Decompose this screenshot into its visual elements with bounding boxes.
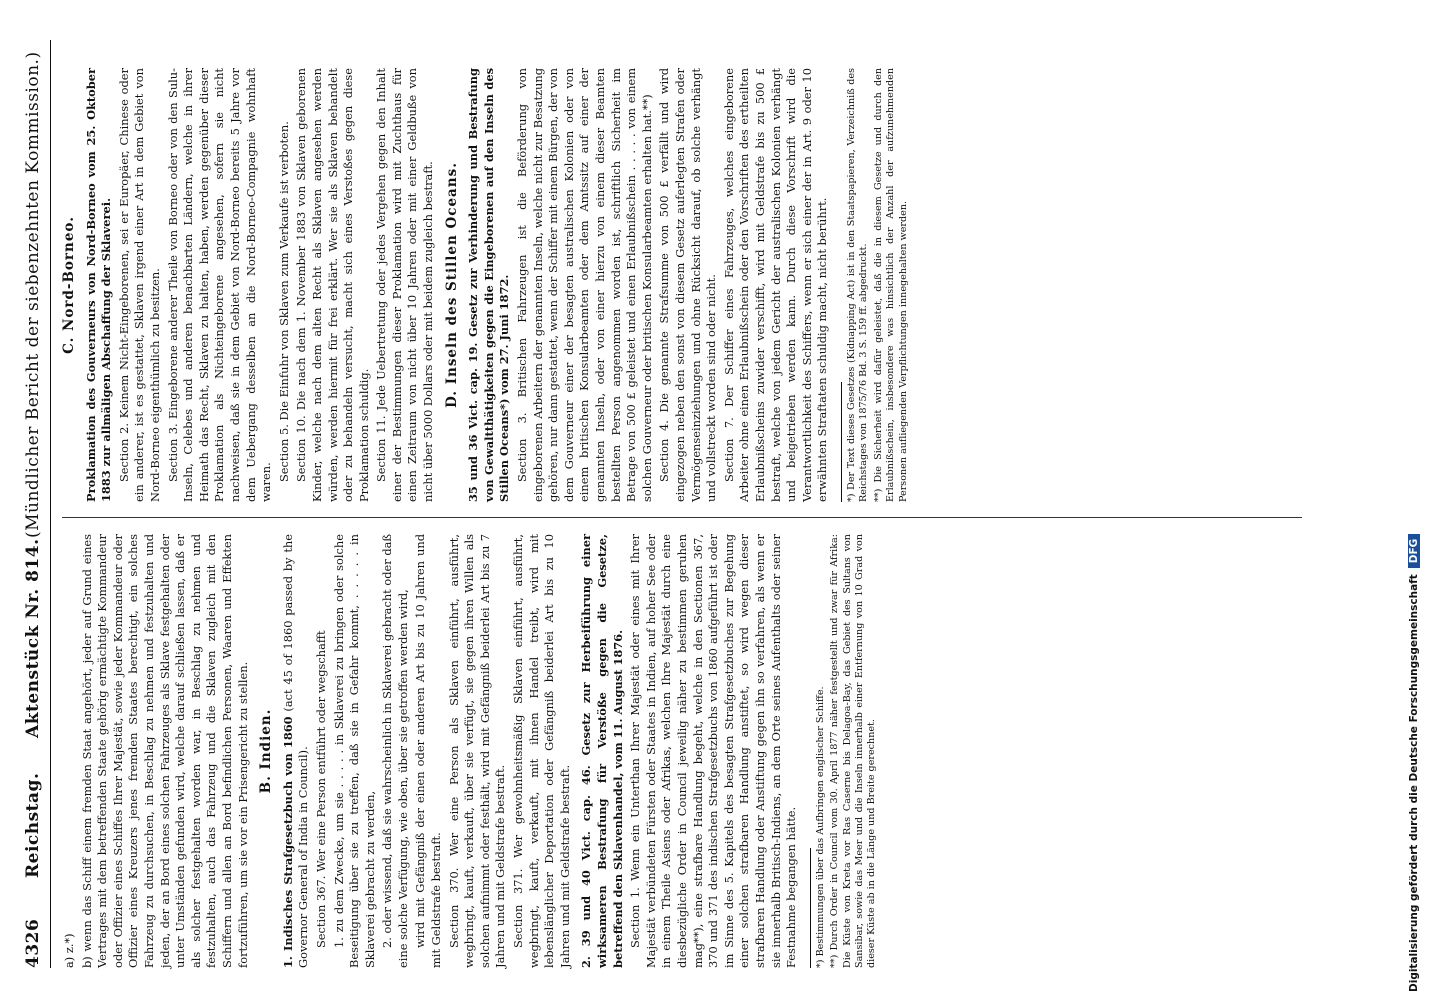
page-number: 4326 (23, 918, 43, 968)
running-header (24, 40, 51, 968)
footnote-rule (810, 848, 811, 968)
footnote-right-1: *) Der Text dieses Gesetzes (Kidnapping Act) ist in den Staatspapieren, Verzeichniß des Reichstages von 1875/76 Bd. 3 S. 159 ff. abgedruckt. (845, 68, 870, 502)
nb-section-11: Section 11. Jede Uebertretung oder jedes Vergehen gegen den Inhalt einer der Bestimmungen dieser Proklamation wird mit Zuchthaus für einen Zeitraum von nicht über 10 Jahren oder mit einer Geldbuße von nicht über 5000 Dollars oder mit beidem zugleich bestraft. (374, 68, 436, 502)
nb-section-10: Section 10. Die nach dem 1. November 1883 von Sklaven geborenen Kinder, welche nach dem alten Recht als Sklaven angesehen werden würden, werden hiermit für frei erklärt. Wer sie als Sklaven behandelt oder zu behandeln versucht, macht sich eines Verstoßes gegen diese Proklamation schuldig. (294, 68, 371, 502)
dfg-logo: DFG (1408, 534, 1420, 569)
proclamation-title: Proklamation des Gouverneurs von Nord-Borneo vom 25. Oktober 1883 zur allmäligen Abschaffung der Sklaverei. (83, 68, 114, 502)
nb-section-5: Section 5. Die Einfuhr von Sklaven zum Verkaufe ist verboten. (276, 121, 291, 482)
left-column (62, 534, 881, 968)
header-report-title: (Mündlicher Bericht der siebenzehnten Kommission.) (23, 51, 43, 538)
heading-pacific-islands: D. Inseln des Stillen Oceans. (443, 162, 460, 408)
section-371: Section 371. Wer gewohnheitsmäßig Sklaven einführt, ausführt, wegbringt, kauft, verkauft, mit ihnen Handel treibt, wird mit lebenslänglicher Deportation oder Gefängniß beiderlei Art bis zu 10 Jahren und mit Geldstrafe bestraft. (511, 534, 572, 968)
section-367-item-1: 1. zu dem Zwecke, um sie . . . . . in Sklaverei zu bringen oder solche Beseitigung über sie zu treffen, daß sie in Gefahr kommt, . . . . . in Sklaverei gebracht zu werden, (331, 534, 377, 968)
nb-section-2: Section 2. Keinem Nicht-Eingeborenen, sei er Europäer, Chinese oder ein anderer, ist es gestattet, Sklaven irgend einer Art in dem Gebiet von Nord-Borneo eigenthümlich zu besitzen. (116, 68, 162, 502)
section-367-penalty: wird mit Gefängniß der einen oder anderen Art bis zu 10 Jahren und mit Geldstrafe bestraft. (413, 534, 444, 968)
section-367-item-2: 2. oder wissend, daß sie wahrscheinlich in Sklaverei gebracht oder daß eine solche Verfügung, wie oben, über sie getroffen werden wird, (380, 533, 410, 968)
pacific-section-7: Section 7. Der Schiffer eines Fahrzeuges, welches eingeborene Arbeiter ohne einen Erlaubnißschein oder den Vorschriften des ertheilten Erlaubnißscheins zuwider verschifft, wird mit Geldstrafe bis zu 500 £ bestraft, welche von jedem Gericht der australischen Kolonien verhängt und beigetrieben werden kann. Durch diese Vorschrift wird die Verantwortlichkeit des Schiffers, wenn er sich einer der in Art. 9 oder 10 erwähnten Straftaten schuldig macht, nicht berührt. (721, 68, 830, 502)
credit-text: Digitalisierung gefördert durch die Deutsche Forschungsgemeinschaft (1408, 574, 1420, 992)
law-2-title: 2. 39 und 40 Vict. cap. 46. Gesetz zur Herbeiführung einer wirksameren Bestrafung für Verstöße gegen die Gesetze, betreffend den Sklavenhandel, vom 11. August 1876. (579, 534, 625, 968)
law-1-title: 1. Indisches Strafgesetzbuch von 1860 (280, 716, 295, 968)
heading-india: B. Indien. (258, 708, 275, 794)
header-reichstag: Reichstag. (23, 772, 43, 878)
footnote-rule-right (841, 382, 842, 502)
law-2-section-1: Section 1. Wenn ein Unterthan Ihrer Majestät oder eines mit Ihrer Majestät verbündeten Fürsten oder Staates in Indien, auf hoher See oder in einem Theile Asiens oder Afrikas, welchen Ihre Majestät durch eine diesbezügliche Order in Council jeweilig näher zu bestimmen geruhen mag**), eine strafbare Handlung begeht, welche in den Sectionen 367, 370 und 371 des indischen Strafgesetzbuchs von 1860 aufgeführt ist oder im Sinne des 5. Kapitels des besagten Strafgesetzbuches zur Begehung einer solchen strafbaren Handlung anstiftet, so wird wegen dieser strafbaren Handlung oder Anstiftung gegen ihn so verfahren, als wenn er sie innerhalb Britisch-Indiens, an dem Orte seines Aufenthalts oder seiner Festnahme begangen hätte. (628, 534, 799, 968)
right-column (62, 68, 912, 502)
section-367: Section 367. Wer eine Person entführt oder wegschafft (313, 630, 328, 948)
footnote-1: *) Bestimmungen über das Aufbringen englischer Schiffe. (814, 686, 826, 968)
footnote-right-2: **) Die Sicherheit wird dafür geleistet, daß die in diesem Gesetze und durch den Erlaubnißschein, insbesondere was hinsichtlich der Anzahl der aufzunehmenden Personen aufliegenden Verpflichtungen innegehalten werden. (872, 68, 909, 502)
pacific-section-4: Section 4. Die genannte Strafsumme von 500 £ verfällt und wird eingezogen neben den sonst von diesem Gesetz auferlegten Strafen oder Vermögenseinziehungen und ohne Rücksicht darauf, ob solche verhängt und vollstreckt worden sind oder nicht. (657, 68, 719, 502)
pacific-law-title: 35 und 36 Vict. cap. 19. Gesetz zur Verhinderung und Bestrafung von Gewaltthätigkeiten gegen die Eingeborenen auf den Inseln des Stillen Oceans*) vom 27. Juni 1872. (466, 68, 512, 502)
law-1-subtitle: (act 45 of 1860 passed by the Governor General of India in Council). (280, 534, 311, 968)
digitization-credit (1408, 92, 1420, 992)
item-b: b) wenn das Schiff einem fremden Staat angehört, jeder auf Grund eines Vertrages mit dem betreffenden Staate gehörig ermächtigte Kommandeur oder Offizier eines Schiffes Ihrer Majestät, sowie jeder Kommandeur oder Offizier eines Kreuzers jenes fremden Staates berechtigt, ein solches Fahrzeug zu durchsuchen, in Beschlag zu nehmen und festzuhalten und jeden, der an Bord eines solchen Fahrzeuges als Sklave festgehalten oder unter Umständen gefunden wird, welche darauf schließen lassen, daß er als solcher festgehalten worden war, in Beschlag zu nehmen und festzuhalten, auch das Fahrzeug und die Sklaven zugleich mit den Schiffern und allen an Bord befindlichen Personen, Waaren und Effekten fortzuführen, um sie vor ein Prisengericht zu stellen. (79, 534, 250, 968)
pacific-section-3: Section 3. Britischen Fahrzeugen ist die Beförderung von eingeborenen Arbeitern der genannten Inseln, welche nicht zur Besatzung gehören, nur dann gestattet, wenn der Schiffer mit einem Bürgen, der von dem Gouverneur einer der besagten australischen Kolonien oder von einem britischen Konsularbeamten oder dem Amtssitz auf einer der genannten Inseln, oder von einer hierzu von einem dieser Beamten bestellten Person angenommen worden ist, schriftlich Sicherheit im Betrage von 500 £ geleistet und einen Erlaubnißschein . . . . . von einem solchen Gouverneur oder britischen Konsularbeamten erhalten hat.**) (515, 68, 654, 502)
law-1-heading (281, 534, 312, 968)
footnote-2: **) Durch Order in Council vom 30. April 1877 näher festgestellt und zwar für Afrika: Die Küste von Kreta vor Ras Caserne bis Delagoa-Bay, das Gebiet des Sultans von Sansibar, sowie das Meer und die Inseln innerhalb einer Entfernung von 10 Grad von dieser Küste ab in die Länge und Breite gerechnet. (829, 534, 878, 968)
heading-north-borneo: C. Nord-Borneo. (61, 216, 77, 354)
section-370: Section 370. Wer eine Person als Sklaven einführt, ausführt, wegbringt, kauft, verkauft, über sie verfügt, sie gegen ihren Willen als solchen aufnimmt oder festhält, wird mit Gefängniß beiderlei Art bis zu 7 Jahren und mit Geldstrafe bestraft. (446, 534, 508, 968)
nb-section-3: Section 3. Eingeborene anderer Theile von Borneo oder von den Sulu-Inseln, Celebes und anderen benachbarten Ländern, welche in ihrer Heimath das Recht, Sklaven zu halten, haben, werden gegenüber dieser Proklamation als Nichteingeborene angesehen, sofern sie nicht nachweisen, daß sie in dem Gebiet von Nord-Borneo bereits 5 Jahre vor dem Uebergang desselben an die Nord-Borneo-Compagnie wohnhaft waren. (165, 68, 274, 502)
item-a: a) z.*) (62, 933, 76, 968)
header-document-number: Aktenstück Nr. 814. (23, 538, 43, 738)
column-divider (62, 517, 1302, 518)
